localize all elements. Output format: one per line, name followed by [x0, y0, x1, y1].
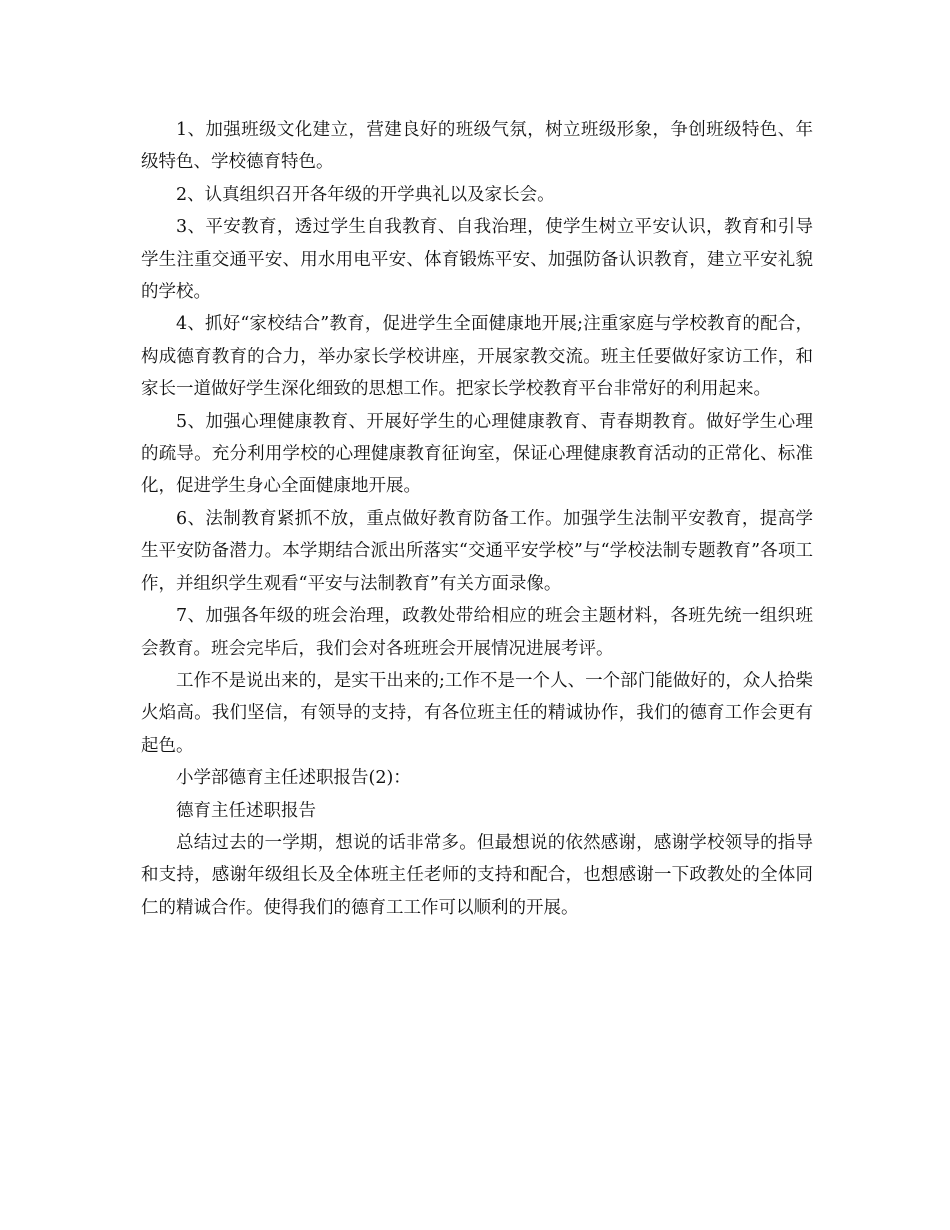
report-heading: 小学部德育主任述职报告(2)：	[176, 768, 411, 789]
report-subtitle: 德育主任述职报告	[176, 800, 316, 821]
document-page	[141, 114, 813, 924]
paragraph-item-7: 7、加强各年级的班会治理，政教处带给相应的班会主题材料，各班先统一组织班会教育。班会完毕后，我们会对各班班会开展情况进展考评。	[141, 606, 813, 659]
paragraph-item-5: 5、加强心理健康教育、开展好学生的心理健康教育、青春期教育。做好学生心理的疏导。充分利用学校的心理健康教育征询室，保证心理健康教育活动的正常化、标准化，促进学生身心全面健康地开展。	[141, 411, 813, 497]
paragraph-item-6: 6、法制教育紧抓不放，重点做好教育防备工作。加强学生法制平安教育，提高学生平安防备潜力。本学期结合派出所落实“交通平安学校”与“学校法制专题教育”各项工作，并组织学生观看“平安与法制教育”有关方面录像。	[141, 508, 813, 594]
paragraph-item-2: 2、认真组织召开各年级的开学典礼以及家长会。	[176, 184, 555, 205]
paragraph-item-3: 3、平安教育，透过学生自我教育、自我治理，使学生树立平安认识，教育和引导学生注重交通平安、用水用电平安、体育锻炼平安、加强防备认识教育，建立平安礼貌的学校。	[141, 217, 813, 303]
paragraph-item-1: 1、加强班级文化建立，营建良好的班级气氛，树立班级形象，争创班级特色、年级特色、学校德育特色。	[141, 120, 813, 173]
paragraph-closing: 工作不是说出来的，是实干出来的;工作不是一个人、一个部门能做好的，众人拾柴火焰高。我们坚信，有领导的支持，有各位班主任的精诚协作，我们的德育工作会更有起色。	[141, 670, 813, 756]
report-intro-paragraph: 总结过去的一学期，想说的话非常多。但最想说的依然感谢，感谢学校领导的指导和支持，感谢年级组长及全体班主任老师的支持和配合，也想感谢一下政教处的全体同仁的精诚合作。使得我们的德育工工作可以顺利的开展。	[141, 832, 813, 918]
paragraph-item-4: 4、抓好“家校结合”教育，促进学生全面健康地开展;注重家庭与学校教育的配合，构成德育教育的合力，举办家长学校讲座，开展家教交流。班主任要做好家访工作，和家长一道做好学生深化细致的思想工作。把家长学校教育平台非常好的利用起来。	[141, 314, 813, 400]
